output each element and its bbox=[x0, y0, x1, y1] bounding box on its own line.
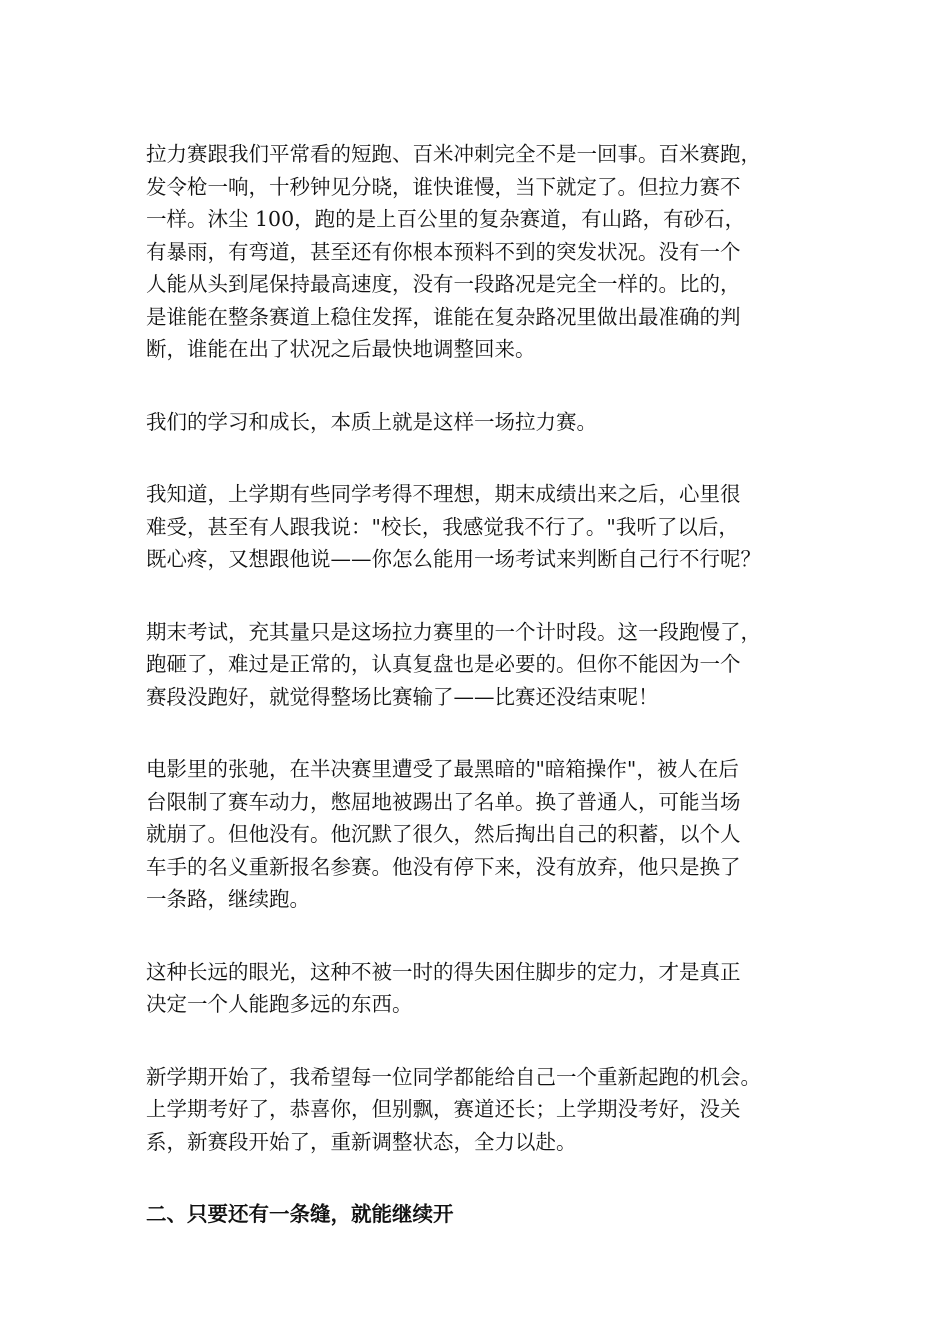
paragraph-1 bbox=[146, 138, 811, 366]
text-line: 台限制了赛车动力，憋屈地被踢出了名单。换了普通人，可能当场 bbox=[146, 789, 741, 814]
text-line: 系，新赛段开始了，重新调整状态，全力以赴。 bbox=[146, 1129, 577, 1154]
paragraph-6 bbox=[146, 956, 811, 1021]
text-line: 难受，甚至有人跟我说："校长，我感觉我不行了。"我听了以后， bbox=[146, 514, 739, 539]
section-heading: 二、只要还有一条缝，就能继续开 bbox=[146, 1202, 454, 1226]
text-line: 是谁能在整条赛道上稳住发挥，谁能在复杂路况里做出最准确的判 bbox=[146, 304, 741, 329]
text-line: 我知道，上学期有些同学考得不理想，期末成绩出来之后，心里很 bbox=[146, 482, 741, 506]
text-line: 这种长远的眼光，这种不被一时的得失困住脚步的定力，才是真正 bbox=[146, 959, 741, 984]
text-line: 一样。沐尘 100，跑的是上百公里的复杂赛道，有山路，有砂石， bbox=[146, 207, 746, 231]
paragraph-3 bbox=[146, 478, 811, 576]
text-line: 赛段没跑好，就觉得整场比赛输了——比赛还没结束呢！ bbox=[146, 684, 659, 709]
text-line: 跑砸了，难过是正常的，认真复盘也是必要的。但你不能因为一个 bbox=[146, 652, 741, 676]
paragraph-4 bbox=[146, 616, 811, 714]
text-line: 有暴雨，有弯道，甚至还有你根本预料不到的突发状况。没有一个 bbox=[146, 239, 741, 264]
text-line: 期末考试，充其量只是这场拉力赛里的一个计时段。这一段跑慢了， bbox=[146, 619, 761, 644]
paragraph-2 bbox=[146, 406, 811, 439]
text-line: 新学期开始了，我希望每一位同学都能给自己一个重新起跑的机会。 bbox=[146, 1064, 761, 1089]
document-body bbox=[146, 138, 811, 1231]
paragraph-5 bbox=[146, 753, 811, 916]
paragraph-7 bbox=[146, 1061, 811, 1159]
text-line: 就崩了。但他没有。他沉默了很久，然后掏出自己的积蓄，以个人 bbox=[146, 822, 741, 846]
text-line: 车手的名义重新报名参赛。他没有停下来，没有放弃，他只是换了 bbox=[146, 854, 741, 879]
text-line: 我们的学习和成长，本质上就是这样一场拉力赛。 bbox=[146, 409, 597, 434]
text-line: 上学期考好了，恭喜你，但别飘，赛道还长；上学期没考好，没关 bbox=[146, 1097, 741, 1121]
text-line: 发令枪一响，十秒钟见分晓，谁快谁慢，当下就定了。但拉力赛不 bbox=[146, 174, 741, 199]
text-line: 拉力赛跟我们平常看的短跑、百米冲刺完全不是一回事。百米赛跑， bbox=[146, 142, 761, 166]
text-line: 既心疼，又想跟他说——你怎么能用一场考试来判断自己行不行呢？ bbox=[146, 547, 761, 571]
text-line: 断，谁能在出了状况之后最快地调整回来。 bbox=[146, 337, 536, 361]
text-line: 决定一个人能跑多远的东西。 bbox=[146, 992, 413, 1016]
text-line: 电影里的张驰，在半决赛里遭受了最黑暗的"暗箱操作"，被人在后 bbox=[146, 757, 739, 781]
text-line: 一条路，继续跑。 bbox=[146, 887, 310, 911]
text-line: 人能从头到尾保持最高速度，没有一段路况是完全一样的。比的， bbox=[146, 272, 741, 296]
